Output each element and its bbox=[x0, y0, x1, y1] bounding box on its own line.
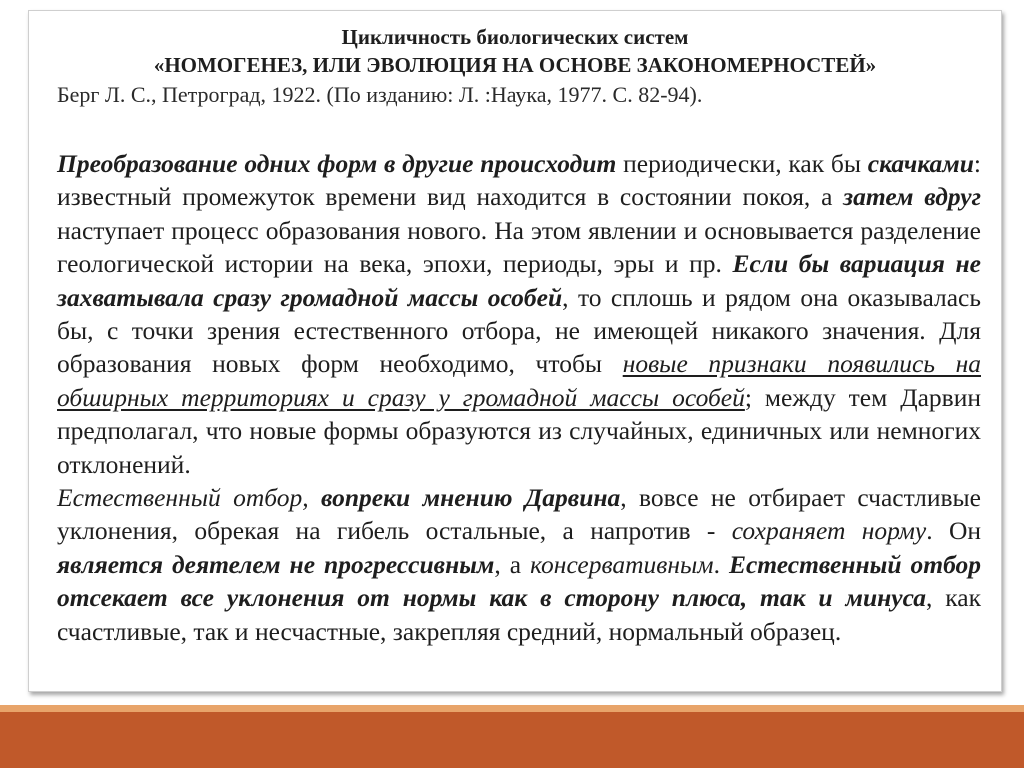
slide-title-line2: «НОМОГЕНЕЗ, ИЛИ ЭВОЛЮЦИЯ НА ОСНОВЕ ЗАКОНОМЕРНОСТЕЙ» bbox=[153, 53, 877, 77]
emphasis-italic: консервативным bbox=[530, 549, 714, 579]
bibliographic-reference: Берг Л. С., Петроград, 1922. (По изданию: Л. :Наука, 1977. С. 82-94). bbox=[57, 82, 703, 107]
text-run: периодически, как бы bbox=[616, 149, 868, 178]
text-run: наступает процесс образования нового. На этом явлении и основывается разделение геологической истории на века, эпохи, периоды, эры и пр. bbox=[57, 215, 981, 279]
slide-body bbox=[57, 147, 981, 648]
footer-band bbox=[0, 712, 1024, 768]
emphasis-bold-italic: Естественный отбор отсекает все уклонения от нормы как в сторону плюса, так и минуса bbox=[57, 549, 981, 613]
emphasis-bold-italic: является деятелем не прогрессивным bbox=[57, 549, 495, 579]
slide-title-line1: Цикличность биологических систем bbox=[341, 25, 689, 49]
paragraph-2 bbox=[57, 481, 981, 648]
text-run: . Он bbox=[926, 516, 982, 546]
text-run: , как счастливые, так и несчастные, закрепляя средний, нормальный образец. bbox=[57, 583, 981, 646]
emphasis-bold-italic: Если бы вариация не захватывала сразу громадной массы особей bbox=[57, 249, 981, 312]
text-run: , а bbox=[494, 549, 531, 579]
emphasis-bold-italic: скачками bbox=[867, 149, 974, 178]
emphasis-italic: Естественный отбор, bbox=[57, 483, 309, 513]
text-run: . bbox=[713, 549, 729, 579]
paragraph-1 bbox=[57, 147, 981, 481]
emphasis-italic: сохраняет норму bbox=[731, 516, 927, 546]
emphasis-bold-italic: Преобразование одних форм в другие происходит bbox=[57, 149, 617, 178]
text-run: , то сплошь и рядом она оказывалась бы, с точки зрения естественного отбора, не имеющей никакого значения. Для образования новых форм необходимо, чтобы bbox=[57, 282, 981, 379]
slide-frame bbox=[28, 10, 1002, 692]
text-run: : известный промежуток времени вид находится в состоянии покоя, а bbox=[57, 149, 981, 212]
emphasis-bold-italic: затем вдруг bbox=[843, 182, 981, 212]
emphasis-bold-italic: вопреки мнению Дарвина bbox=[321, 483, 621, 513]
footer-band-accent bbox=[0, 705, 1024, 712]
text-run: ; между тем Дарвин предполагал, что новые формы образуются из случайных, единичных или немногих отклонений. bbox=[57, 382, 981, 479]
text-run: , вовсе не отбирает счастливые уклонения, обрекая на гибель остальные, а напротив - bbox=[57, 483, 981, 546]
text-run bbox=[309, 483, 321, 512]
emphasis-underlined-italic: новые признаки появились на обширных территориях и сразу у громадной массы особей bbox=[57, 349, 981, 412]
